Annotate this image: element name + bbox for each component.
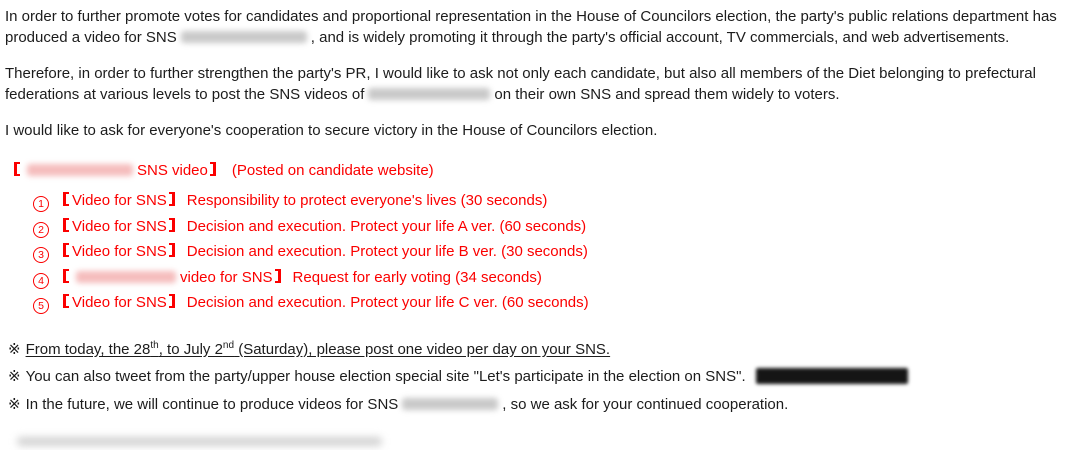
video-header-label: SNS video [137, 162, 208, 179]
video-description: Request for early voting (34 seconds) [292, 268, 542, 286]
video-header-note: (Posted on candidate website) [231, 162, 434, 179]
video-section-header [5, 160, 1085, 182]
circled-number-icon: 2 [33, 222, 49, 238]
open-lenticular-bracket-icon [63, 192, 69, 206]
redacted-sns-name [368, 88, 490, 100]
intro-p2-text-before: Therefore, in order to further strengthen the party's PR, I would like to ask not only each candidate, but also all members of the Diet belonging to prefectural federations at various levels to post the SNS videos of [5, 65, 1036, 103]
open-lenticular-bracket-icon [63, 243, 69, 257]
redacted-sns-name [402, 398, 498, 410]
open-lenticular-bracket-icon [14, 162, 20, 176]
redacted-sns-name [181, 31, 307, 43]
video-description: Decision and execution. Protect your life A ver. (60 seconds) [186, 217, 587, 235]
video-bracket-label: video for SNS [180, 268, 273, 286]
circled-number-icon: 1 [33, 196, 49, 212]
intro-p3-text: I would like to ask for everyone's cooperation to secure victory in the House of Councilors election. [5, 122, 658, 139]
close-lenticular-bracket-icon [275, 269, 281, 283]
open-lenticular-bracket-icon [63, 218, 69, 232]
intro-paragraph-3 [5, 120, 1085, 141]
close-lenticular-bracket-icon [169, 243, 175, 257]
intro-p2-text-after: on their own SNS and spread them widely to voters. [494, 86, 840, 103]
note-1-part-c: (Saturday), please post one video per day on your SNS. [234, 340, 611, 358]
redacted-video-series-name [76, 271, 176, 283]
video-bracket-label: Video for SNS [72, 243, 167, 260]
note-3-text-before: In the future, we will continue to produce videos for SNS [25, 395, 399, 413]
redacted-video-series-name [27, 164, 133, 176]
note-1-text [26, 341, 611, 358]
video-list-item-1 [5, 188, 1085, 214]
close-lenticular-bracket-icon [210, 162, 216, 176]
note-future-videos [5, 391, 1085, 419]
video-list-item-5 [5, 290, 1085, 316]
note-1-part-b: , to July 2 [158, 340, 223, 358]
ordinal-suffix: th [150, 339, 159, 351]
video-description: Decision and execution. Protect your life C ver. (60 seconds) [186, 294, 589, 311]
notes-section [5, 336, 1085, 419]
close-lenticular-bracket-icon [169, 218, 175, 232]
video-description: Decision and execution. Protect your life B ver. (30 seconds) [186, 243, 588, 260]
reference-mark: ※ [8, 368, 21, 385]
video-list-item-2 [5, 214, 1085, 240]
video-bracket-label: Video for SNS [72, 294, 167, 311]
note-special-site [5, 363, 1085, 391]
video-list-item-4 [5, 265, 1085, 291]
open-lenticular-bracket-icon [63, 269, 69, 283]
video-bracket-label: Video for SNS [72, 192, 167, 209]
redacted-site-url [756, 368, 908, 384]
video-list [5, 188, 1085, 316]
redacted-footer-line [17, 437, 382, 446]
note-posting-schedule [5, 336, 1085, 364]
note-3-text-after: , so we ask for your continued cooperation. [502, 395, 789, 413]
reference-mark: ※ [8, 340, 21, 358]
video-bracket-label: Video for SNS [72, 217, 167, 235]
circled-number-icon: 5 [33, 298, 49, 314]
note-2-text: You can also tweet from the party/upper house election special site "Let's participate in the election on SNS". [25, 368, 746, 385]
intro-p1-text-after: , and is widely promoting it through the party's official account, TV commercials, and web advertisements. [310, 29, 1010, 46]
circled-number-icon: 4 [33, 273, 49, 289]
video-description: Responsibility to protect everyone's lives (30 seconds) [186, 192, 548, 209]
close-lenticular-bracket-icon [169, 192, 175, 206]
close-lenticular-bracket-icon [169, 294, 175, 308]
circled-number-icon: 3 [33, 247, 49, 263]
intro-paragraph-1 [5, 6, 1085, 48]
open-lenticular-bracket-icon [63, 294, 69, 308]
intro-paragraph-2 [5, 63, 1085, 105]
intro-p1-text-before: In order to further promote votes for candidates and proportional representation in the House of Councilors election, the party's public relations department has produced a video for SNS [5, 8, 1057, 46]
ordinal-suffix: nd [222, 339, 235, 351]
video-list-item-3 [5, 239, 1085, 265]
note-1-part-a: From today, the 28 [25, 340, 151, 358]
reference-mark: ※ [8, 395, 21, 413]
